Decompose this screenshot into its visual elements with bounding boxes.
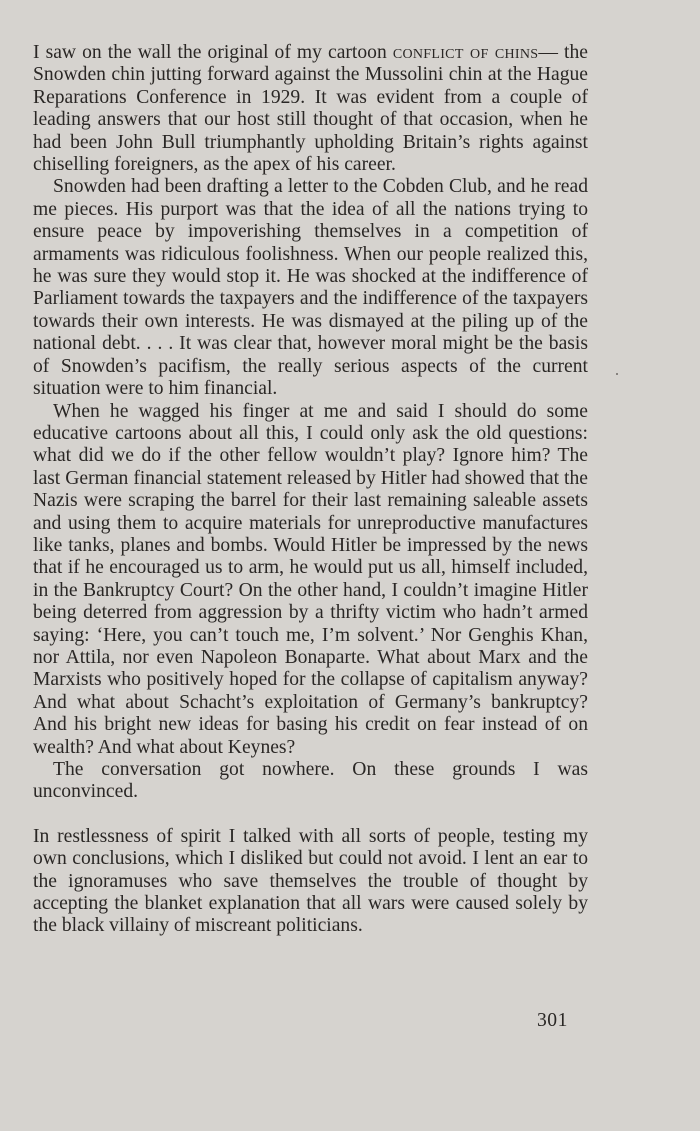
paper-speck bbox=[616, 373, 618, 375]
paragraph-4: The conversation got nowhere. On these grounds I was unconvinced. bbox=[33, 759, 588, 803]
body-text bbox=[33, 42, 588, 938]
cartoon-title: conflict of chins bbox=[392, 42, 539, 63]
paragraph-1 bbox=[33, 42, 588, 176]
paragraph-1-lead: I saw on the wall the original of my cartoon bbox=[33, 42, 393, 63]
paragraph-3: When he wagged his finger at me and said I should do some educative cartoons about all this, I could only ask the old questions: what did we do if the other fellow wouldn’t play? Ignore him? The last German financial statement released by Hitler had showed that the Nazis were scraping the barrel for their last remaining saleable assets and using them to acquire materials for unreproductive manufactures like tanks, planes and bombs. Would Hitler be impressed by the news that if he encouraged us to arm, he would put us all, himself included, in the Bankruptcy Court? On the other hand, I couldn’t imagine Hitler being deterred from aggression by a thrifty victim who hadn’t armed saying: ‘Here, you can’t touch me, I’m solvent.’ Nor Genghis Khan, nor Attila, nor even Napoleon Bonaparte. What about Marx and the Marxists who positively hoped for the collapse of capitalism anyway? And what about Schacht’s exploitation of Germany’s bankruptcy? And his bright new ideas for basing his credit on fear instead of on wealth? And what about Keynes? bbox=[33, 400, 588, 758]
page-number: 301 bbox=[537, 1010, 568, 1031]
section-break bbox=[33, 804, 588, 826]
paragraph-1-rest: — the Snowden chin jutting forward against the Mussolini chin at the Hague Reparations Conference in 1929. It was evident from a couple of leading answers that our host still thought of that occasion, when he had been John Bull triumphantly upholding Britain’s rights against chiselling foreigners, as the apex of his career. bbox=[33, 42, 588, 176]
paragraph-2: Snowden had been drafting a letter to the Cobden Club, and he read me pieces. His purport was that the idea of all the nations trying to ensure peace by impoverishing themselves in a competition of armaments was ridiculous foolishness. When our people realized this, he was sure they would stop it. He was shocked at the indifference of Parliament towards the taxpayers and the indifference of the taxpayers towards their own interests. He was dismayed at the piling up of the national debt. . . . It was clear that, however moral might be the basis of Snowden’s pacifism, the really serious aspects of the current situation were to him financial. bbox=[33, 176, 588, 400]
paragraph-5: In restlessness of spirit I talked with all sorts of people, testing my own conclusions, which I disliked but could not avoid. I lent an ear to the ignoramuses who save themselves the trouble of thought by accepting the blanket explanation that all wars were caused solely by the black villainy of miscreant politicians. bbox=[33, 825, 588, 937]
